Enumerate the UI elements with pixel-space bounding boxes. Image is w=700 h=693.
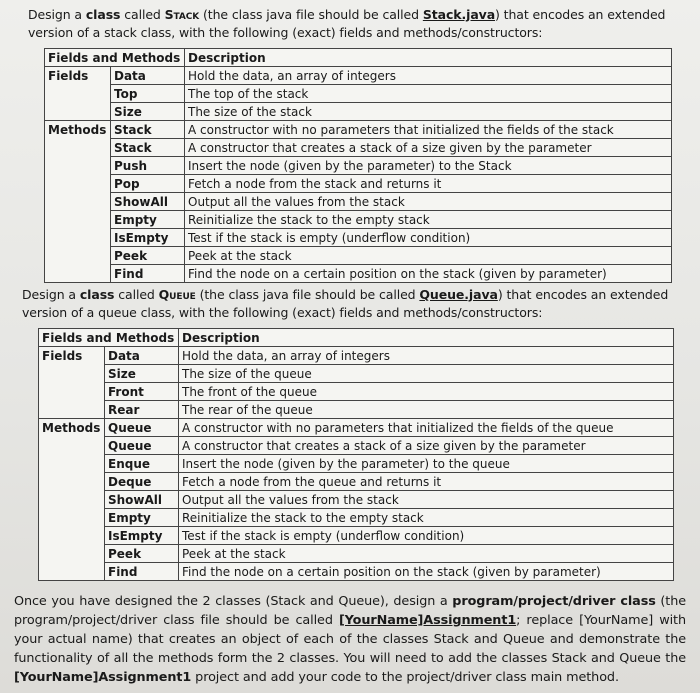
table-row: [45, 103, 672, 121]
header-description: Description: [179, 329, 674, 347]
text: (the class java file should be called: [199, 7, 423, 22]
class-keyword: class: [79, 287, 115, 302]
member-description: Find the node on a certain position on the stack (given by parameter): [185, 265, 672, 283]
category-blank-cell: [45, 247, 111, 265]
member-description: Find the node on a certain position on the stack (given by parameter): [179, 563, 674, 581]
text: (the class java file should be called: [195, 287, 420, 302]
table-row: [45, 139, 672, 157]
member-name: Peek: [111, 247, 185, 265]
text: project and add your code to the project/driver class main method.: [191, 670, 619, 685]
table-row: [39, 383, 674, 401]
table-row: [45, 211, 672, 229]
member-description: Insert the node (given by the parameter) to the Stack: [185, 157, 672, 175]
member-name: IsEmpty: [105, 527, 179, 545]
text: ) that encodes an extended version of a stack class, with the following (exact) fields and methods/constructors:: [28, 7, 666, 40]
category-blank-cell: [45, 193, 111, 211]
text: ; replace [YourName] with your actual name) that creates an object of each of the classes Stack and Queue and demonstrate the functionality of all the methods form the 2 classes. You will need to add the classes Stack and Queue the: [14, 613, 686, 666]
member-description: Test if the stack is empty (underflow condition): [179, 527, 674, 545]
file-name: Queue.java: [419, 287, 498, 302]
member-description: A constructor with no parameters that initialized the fields of the stack: [185, 121, 672, 139]
category-blank-cell: [45, 157, 111, 175]
member-description: Peek at the stack: [185, 247, 672, 265]
member-name: Data: [105, 347, 179, 365]
class-name: Stack: [164, 7, 200, 22]
category-blank-cell: [39, 401, 105, 419]
member-name: Stack: [111, 121, 185, 139]
category-blank-cell: [45, 175, 111, 193]
member-name: Peek: [105, 545, 179, 563]
member-description: Insert the node (given by the parameter) to the queue: [179, 455, 674, 473]
table-row: [39, 437, 674, 455]
category-blank-cell: [45, 103, 111, 121]
category-blank-cell: [39, 455, 105, 473]
category-blank-cell: [39, 473, 105, 491]
header-fields-methods: Fields and Methods: [39, 329, 179, 347]
table-header-row: [45, 49, 672, 67]
table-row: [39, 401, 674, 419]
member-description: Output all the values from the stack: [179, 491, 674, 509]
methods-category-label: Methods: [39, 419, 105, 437]
table-row: [39, 509, 674, 527]
member-name: Rear: [105, 401, 179, 419]
table-row: [45, 229, 672, 247]
category-blank-cell: [39, 365, 105, 383]
member-name: Queue: [105, 437, 179, 455]
member-name: Find: [105, 563, 179, 581]
table-row: [39, 473, 674, 491]
member-name: ShowAll: [105, 491, 179, 509]
class-name: Queue: [158, 287, 196, 302]
assignment-file-name: [YourName]Assignment1: [338, 613, 517, 628]
header-description: Description: [185, 49, 672, 67]
member-description: Hold the data, an array of integers: [185, 67, 672, 85]
table-row: [45, 121, 672, 139]
text: called: [114, 287, 159, 302]
category-blank-cell: [45, 85, 111, 103]
member-description: Hold the data, an array of integers: [179, 347, 674, 365]
member-name: Data: [111, 67, 185, 85]
category-blank-cell: [45, 139, 111, 157]
methods-category-label: Methods: [45, 121, 111, 139]
category-blank-cell: [39, 545, 105, 563]
driver-class-paragraph: [14, 592, 686, 687]
member-name: ShowAll: [111, 193, 185, 211]
member-name: Find: [111, 265, 185, 283]
table-row: [39, 563, 674, 581]
table-row: [45, 247, 672, 265]
category-blank-cell: [39, 527, 105, 545]
table-row: [45, 85, 672, 103]
category-blank-cell: [39, 383, 105, 401]
table-row: [39, 455, 674, 473]
category-blank-cell: [45, 265, 111, 283]
category-blank-cell: [45, 229, 111, 247]
table-row: [45, 157, 672, 175]
text: Design a: [28, 7, 86, 22]
member-name: Empty: [111, 211, 185, 229]
member-description: A constructor that creates a stack of a size given by the parameter: [179, 437, 674, 455]
member-name: Enque: [105, 455, 179, 473]
fields-category-label: Fields: [39, 347, 105, 365]
member-name: Size: [105, 365, 179, 383]
queue-intro-paragraph: [22, 286, 678, 321]
class-keyword: class: [85, 7, 121, 22]
header-fields-methods: Fields and Methods: [45, 49, 185, 67]
member-name: Top: [111, 85, 185, 103]
member-name: Queue: [105, 419, 179, 437]
member-name: Stack: [111, 139, 185, 157]
member-description: The size of the stack: [185, 103, 672, 121]
member-description: The front of the queue: [179, 383, 674, 401]
category-blank-cell: [39, 563, 105, 581]
table-row: [39, 419, 674, 437]
text: Once you have designed the 2 classes (Stack and Queue), design a: [14, 594, 453, 609]
file-name: Stack.java: [422, 7, 496, 22]
queue-spec-table: [38, 328, 674, 581]
member-description: A constructor with no parameters that initialized the fields of the queue: [179, 419, 674, 437]
member-description: Reinitialize the stack to the empty stack: [179, 509, 674, 527]
text: called: [120, 7, 165, 22]
stack-spec-table: [44, 48, 672, 283]
text: Design a: [22, 287, 80, 302]
table-row: [39, 347, 674, 365]
member-description: Fetch a node from the stack and returns it: [185, 175, 672, 193]
table-header-row: [39, 329, 674, 347]
text: ) that encodes an extended version of a queue class, with the following (exact) fields and methods/constructors:: [22, 287, 669, 320]
table-row: [39, 527, 674, 545]
member-name: Push: [111, 157, 185, 175]
member-description: Reinitialize the stack to the empty stack: [185, 211, 672, 229]
stack-intro-paragraph: [28, 6, 676, 41]
table-row: [45, 175, 672, 193]
member-name: Size: [111, 103, 185, 121]
member-description: Output all the values from the stack: [185, 193, 672, 211]
member-name: Front: [105, 383, 179, 401]
member-description: Test if the stack is empty (underflow condition): [185, 229, 672, 247]
member-description: The rear of the queue: [179, 401, 674, 419]
table-row: [45, 67, 672, 85]
table-row: [39, 491, 674, 509]
table-row: [39, 365, 674, 383]
table-row: [45, 265, 672, 283]
category-blank-cell: [39, 437, 105, 455]
category-blank-cell: [45, 211, 111, 229]
table-row: [39, 545, 674, 563]
member-name: IsEmpty: [111, 229, 185, 247]
member-description: A constructor that creates a stack of a size given by the parameter: [185, 139, 672, 157]
fields-category-label: Fields: [45, 67, 111, 85]
member-name: Pop: [111, 175, 185, 193]
member-description: Fetch a node from the queue and returns it: [179, 473, 674, 491]
member-description: The size of the queue: [179, 365, 674, 383]
category-blank-cell: [39, 509, 105, 527]
table-row: [45, 193, 672, 211]
member-description: The top of the stack: [185, 85, 672, 103]
text: (the program/project/driver class file should be called: [14, 594, 686, 628]
member-name: Empty: [105, 509, 179, 527]
member-name: Deque: [105, 473, 179, 491]
assignment-project-name: [YourName]Assignment1: [14, 670, 192, 685]
driver-class-term: program/project/driver class: [452, 594, 656, 609]
member-description: Peek at the stack: [179, 545, 674, 563]
category-blank-cell: [39, 491, 105, 509]
